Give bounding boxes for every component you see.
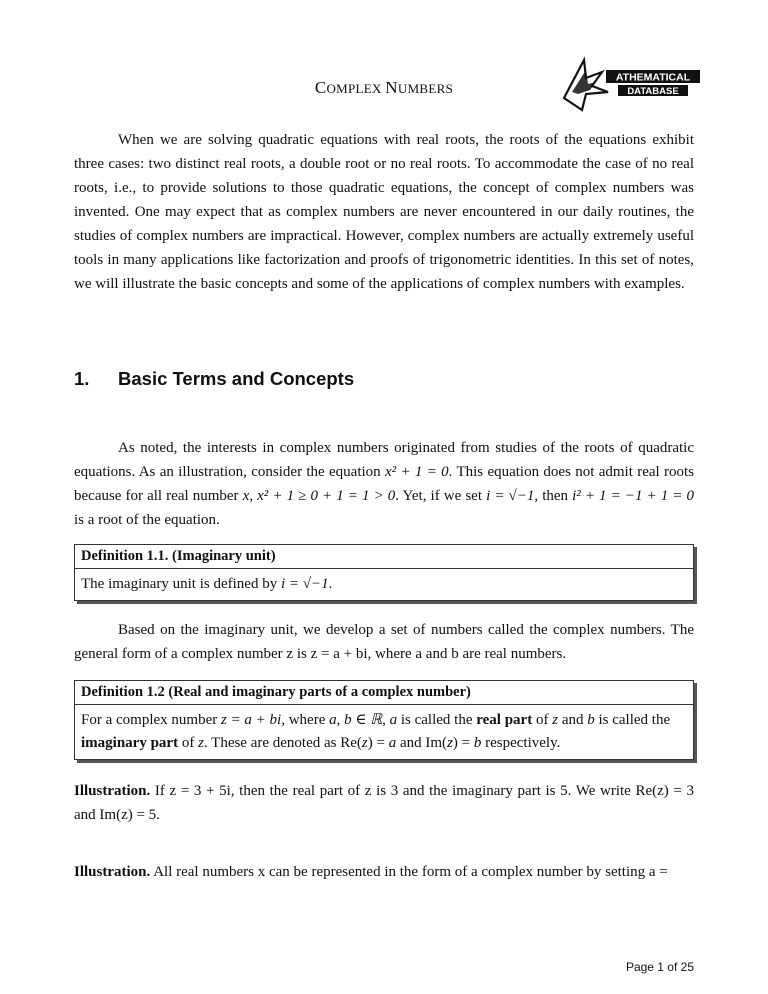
svg-text:ATHEMATICAL: ATHEMATICAL xyxy=(615,71,691,84)
illustration-1: Illustration. If z = 3 + 5i, then the real part of z is 3 and the imaginary part is 5. We write Re(z) = 3 and Im(z) = 5. xyxy=(74,783,694,823)
definition-box-1-1 xyxy=(74,544,694,601)
definition-body: For a complex number z = a + bi, where a, b ∈ ℝ, a is called the real part of z and b is called the imaginary part of z. These are denoted as Re(z) = a and Im(z) = b respectively. xyxy=(81,712,671,751)
mathematical-database-logo xyxy=(556,52,702,116)
equation: i² + 1 = −1 + 1 = 0 xyxy=(572,488,694,504)
equation: i = √−1 xyxy=(486,488,535,504)
inequality: x² + 1 ≥ 0 + 1 = 1 > 0 xyxy=(257,488,396,504)
page-number: Page 1 of 25 xyxy=(625,960,694,974)
definition-heading: Definition 1.1. (Imaginary unit) xyxy=(75,545,693,569)
definition-body: The imaginary unit is defined by i = √−1. xyxy=(81,576,333,592)
paragraph-quadratic: As noted, the interests in complex numbers originated from studies of the roots of quadratic equations. As an illustration, consider the equation x² + 1 = 0. This equation does not admit real roots because for all real number x, x² + 1 ≥ 0 + 1 = 1 > 0. Yet, if we set i = √−1, then i² + 1 = −1 + 1 = 0 is a root of the equation. xyxy=(74,440,694,528)
paragraph-complex-form: Based on the imaginary unit, we develop a set of numbers called the complex numbers. The general form of a complex number z is z = a + bi, where a and b are real numbers. xyxy=(74,622,694,662)
definition-heading: Definition 1.2 (Real and imaginary parts of a complex number) xyxy=(75,681,693,705)
page-title: COMPLEX NUMBERS xyxy=(314,78,454,97)
equation: x² + 1 = 0 xyxy=(385,464,449,480)
definition-box-1-2 xyxy=(74,680,694,760)
section-title: Basic Terms and Concepts xyxy=(118,368,355,389)
svg-text:DATABASE: DATABASE xyxy=(627,86,679,97)
illustration-2: Illustration. All real numbers x can be represented in the form of a complex number by setting a = xyxy=(74,864,668,880)
section-heading xyxy=(74,368,354,390)
section-number: 1. xyxy=(74,368,90,389)
intro-paragraph: When we are solving quadratic equations with real roots, the roots of the equations exhibit three cases: two distinct real roots, a double root or no real roots. To accommodate the case of no real roots, i.e., to provide solutions to those quadratic equations, the concept of complex numbers was invented. One may expect that as complex numbers are never encountered in our daily routines, the studies of complex numbers are impractical. However, complex numbers are actually extremely useful tools in many applications like factorization and proofs of trigonometric identities. In this set of notes, we will illustrate the basic concepts and some of the applications of complex numbers with examples. xyxy=(74,132,694,292)
